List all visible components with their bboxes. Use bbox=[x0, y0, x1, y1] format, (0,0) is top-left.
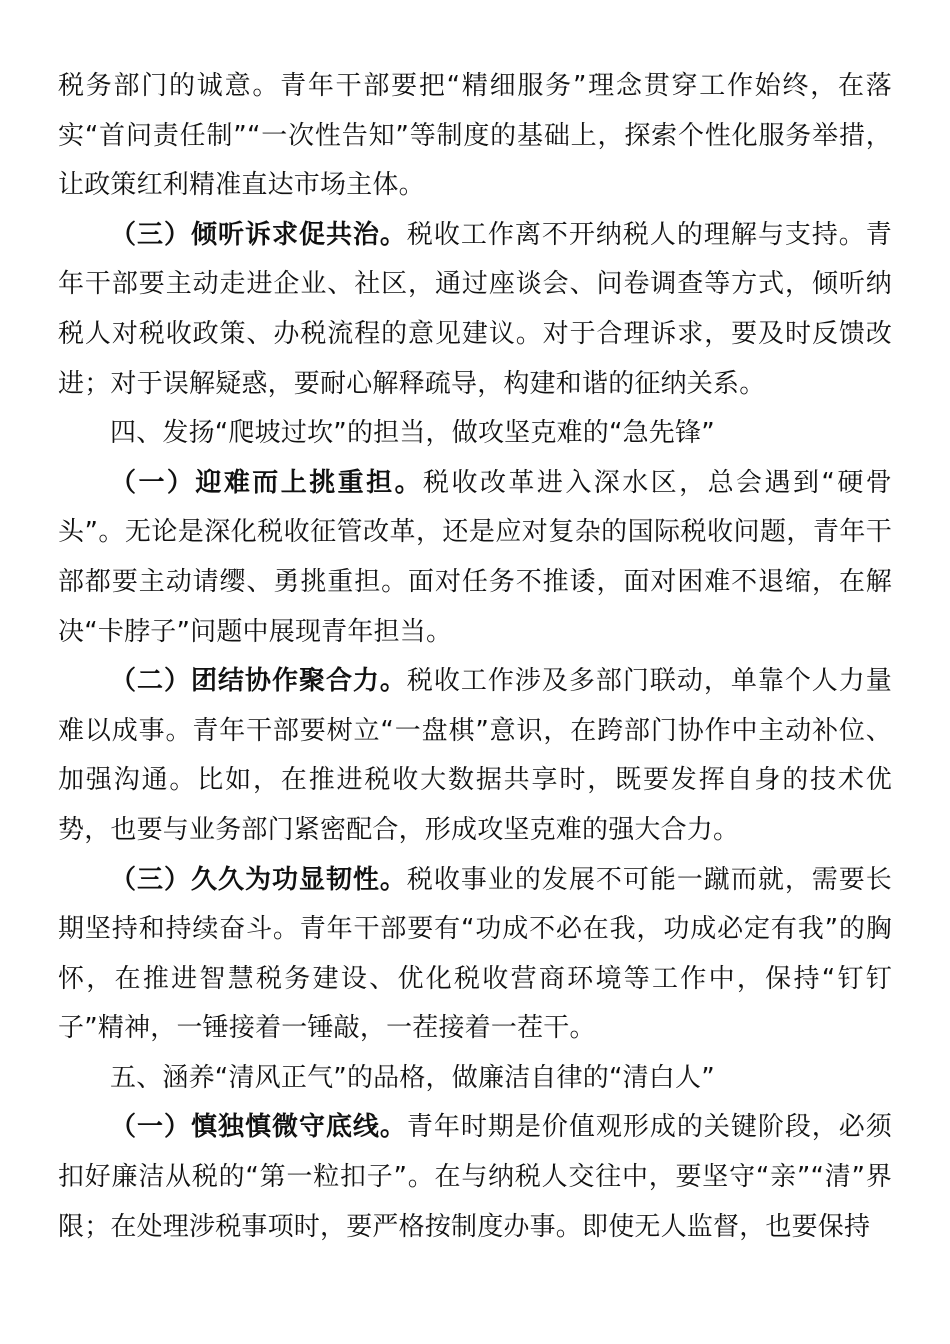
paragraph-face-difficulties bbox=[58, 459, 892, 657]
section-heading-text: 五、涵养“清风正气”的品格，做廉洁自律的“清白人” bbox=[110, 1062, 715, 1093]
paragraph-text: 青年时期是价值观形成的关键阶段，必须扣好廉洁从税的“第一粒扣子”。在与纳税人交往中，要坚守“亲”“清”界限；在处理涉税事项时，要严格按制度办事。即使无人监督，也要保持 bbox=[58, 1112, 892, 1242]
paragraph-lead: （一）迎难而上挑重担。 bbox=[110, 467, 424, 498]
document-page bbox=[58, 62, 892, 1252]
paragraph-text: 税收工作离不开纳税人的理解与支持。青年干部要主动走进企业、社区，通过座谈会、问卷调查等方式，倾听纳税人对税收政策、办税流程的意见建议。对于合理诉求，要及时反馈改进；对于误解疑惑，要耐心解释疏导，构建和谐的征纳关系。 bbox=[58, 219, 892, 399]
paragraph-perseverance bbox=[58, 856, 892, 1054]
section-heading-five bbox=[58, 1054, 892, 1104]
paragraph-lead: （二）团结协作聚合力。 bbox=[110, 666, 407, 697]
paragraph-lead: （一）慎独慎微守底线。 bbox=[110, 1112, 407, 1143]
paragraph-text: 税收改革进入深水区，总会遇到“硬骨头”。无论是深化税收征管改革，还是应对复杂的国际税收问题，青年干部都要主动请缨、勇挑重担。面对任务不推诿，面对困难不退缩，在解决“卡脖子”问题中展现青年担当。 bbox=[58, 467, 893, 647]
paragraph-text: 税收工作涉及多部门联动，单靠个人力量难以成事。青年干部要树立“一盘棋”意识，在跨部门协作中主动补位、加强沟通。比如，在推进税收大数据共享时，既要发挥自身的技术优势，也要与业务部门紧密配合，形成攻坚克难的强大合力。 bbox=[58, 666, 892, 845]
paragraph-lead: （三）久久为功显韧性。 bbox=[110, 864, 407, 895]
paragraph-teamwork bbox=[58, 657, 892, 855]
section-heading-four bbox=[58, 409, 892, 459]
paragraph-text: 税务部门的诚意。青年干部要把“精细服务”理念贯穿工作始终，在落实“首问责任制”“一次性告知”等制度的基础上，探索个性化服务举措，让政策红利精准直达市场主体。 bbox=[58, 71, 892, 201]
paragraph-lead: （三）倾听诉求促共治。 bbox=[110, 219, 407, 250]
paragraph-text: 税收事业的发展不可能一蹴而就，需要长期坚持和持续奋斗。青年干部要有“功成不必在我，功成必定有我”的胸怀，在推进智慧税务建设、优化税收营商环境等工作中，保持“钉钉子”精神，一锤接着一锤敲，一茬接着一茬干。 bbox=[58, 864, 892, 1044]
paragraph-continuation bbox=[58, 62, 892, 211]
paragraph-integrity bbox=[58, 1103, 892, 1252]
paragraph-listen-demands bbox=[58, 211, 892, 409]
section-heading-text: 四、发扬“爬坡过坎”的担当，做攻坚克难的“急先锋” bbox=[110, 418, 715, 449]
